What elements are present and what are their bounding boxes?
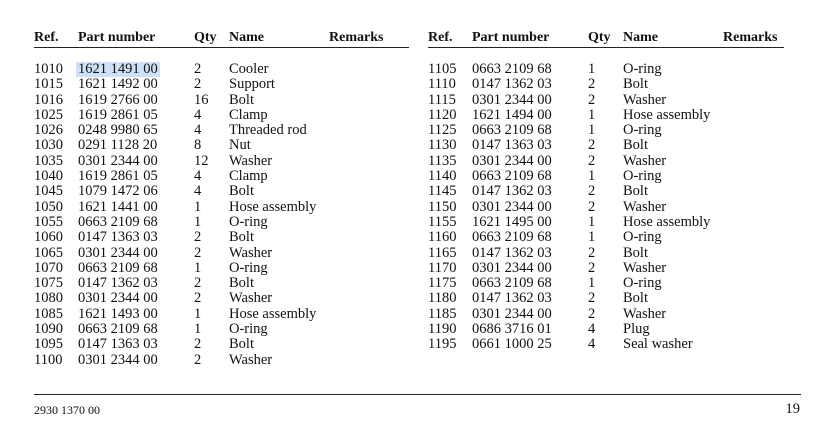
part-number-cell[interactable]: 0301 2344 00	[472, 198, 552, 215]
ref-cell: 1035	[34, 152, 63, 169]
name-cell: Washer	[229, 290, 273, 307]
table-row	[34, 291, 409, 306]
name-cell: O-ring	[229, 213, 268, 230]
table-row	[428, 337, 784, 352]
qty-cell: 1	[588, 106, 596, 123]
ref-cell: 1185	[428, 305, 457, 322]
ref-cell: 1125	[428, 122, 457, 139]
table-row	[34, 62, 409, 77]
ref-cell: 1090	[34, 321, 63, 338]
part-number-cell[interactable]: 0147 1362 03	[78, 275, 158, 292]
part-number-cell[interactable]: 1621 1494 00	[472, 106, 552, 123]
table-row	[34, 123, 409, 138]
ref-cell: 1095	[34, 336, 63, 353]
header-remarks: Remarks	[329, 30, 384, 45]
qty-cell: 1	[588, 168, 596, 185]
table-row	[34, 184, 409, 199]
part-number-cell[interactable]: 0147 1363 03	[472, 137, 552, 154]
part-number-cell[interactable]: 0291 1128 20	[78, 137, 158, 154]
qty-cell: 1	[588, 229, 596, 246]
part-number-cell[interactable]: 0663 2109 68	[78, 213, 158, 230]
name-cell: Clamp	[229, 106, 268, 123]
header-part-number: Part number	[78, 30, 156, 45]
part-number-cell[interactable]: 0301 2344 00	[472, 259, 552, 276]
qty-cell: 4	[194, 106, 202, 123]
table-row	[34, 215, 409, 230]
part-number-cell[interactable]: 0147 1362 03	[472, 183, 552, 200]
table-row	[34, 138, 409, 153]
header-ref: Ref.	[428, 30, 453, 45]
name-cell: O-ring	[623, 122, 662, 139]
qty-cell: 2	[194, 61, 202, 77]
part-number-cell[interactable]: 0301 2344 00	[472, 152, 552, 169]
name-cell: O-ring	[623, 168, 662, 185]
qty-cell: 2	[588, 244, 596, 261]
part-number-cell[interactable]: 0301 2344 00	[78, 351, 158, 368]
table-row	[34, 230, 409, 245]
part-number-cell[interactable]: 1619 2861 05	[78, 106, 158, 123]
part-number-cell[interactable]: 0301 2344 00	[78, 244, 158, 261]
ref-cell: 1045	[34, 183, 63, 200]
name-cell: Bolt	[229, 229, 254, 246]
ref-cell: 1120	[428, 106, 457, 123]
part-number-cell[interactable]: 0147 1363 03	[78, 229, 158, 246]
ref-cell: 1140	[428, 168, 457, 185]
table-header-left	[34, 30, 409, 46]
qty-cell: 2	[194, 229, 202, 246]
ref-cell: 1190	[428, 321, 457, 338]
name-cell: Bolt	[623, 76, 648, 93]
name-cell: Washer	[229, 351, 273, 368]
table-row	[428, 123, 784, 138]
part-number-cell[interactable]: 1621 1495 00	[472, 213, 552, 230]
part-number-cell[interactable]: 1619 2861 05	[78, 168, 158, 185]
qty-cell: 4	[588, 321, 596, 338]
qty-cell: 16	[194, 91, 209, 108]
name-cell: Plug	[623, 321, 650, 338]
header-name: Name	[229, 30, 264, 45]
part-number-cell[interactable]: 0663 2109 68	[472, 122, 552, 139]
name-cell: Hose assembly	[229, 305, 317, 322]
ref-cell: 1175	[428, 275, 457, 292]
ref-cell: 1155	[428, 213, 457, 230]
name-cell: Hose assembly	[229, 198, 317, 215]
name-cell: Bolt	[229, 336, 254, 353]
table-row	[428, 291, 784, 306]
qty-cell: 8	[194, 137, 202, 154]
table-row	[34, 246, 409, 261]
ref-cell: 1135	[428, 152, 457, 169]
ref-cell: 1165	[428, 244, 457, 261]
ref-cell: 1060	[34, 229, 63, 246]
ref-cell: 1026	[34, 122, 63, 139]
qty-cell: 1	[588, 61, 596, 77]
name-cell: Clamp	[229, 168, 268, 185]
ref-cell: 1025	[34, 106, 63, 123]
ref-cell: 1145	[428, 183, 457, 200]
footer-rule	[34, 394, 801, 395]
part-number-cell[interactable]: 1079 1472 06	[78, 183, 158, 200]
name-cell: Washer	[623, 152, 667, 169]
ref-cell: 1115	[428, 91, 456, 108]
qty-cell: 1	[194, 321, 202, 338]
name-cell: Washer	[623, 91, 667, 108]
qty-cell: 2	[194, 351, 202, 368]
ref-cell: 1105	[428, 61, 457, 77]
name-cell: Nut	[229, 137, 251, 154]
name-cell: O-ring	[623, 275, 662, 292]
name-cell: Bolt	[623, 290, 648, 307]
ref-cell: 1015	[34, 76, 63, 93]
name-cell: Support	[229, 76, 275, 93]
table-row	[428, 276, 784, 291]
header-part-number: Part number	[472, 30, 550, 45]
table-row	[34, 77, 409, 92]
header-rule	[428, 47, 784, 48]
table-row	[34, 261, 409, 276]
part-number-cell[interactable]: 0301 2344 00	[78, 152, 158, 169]
ref-cell: 1150	[428, 198, 457, 215]
table-row	[428, 169, 784, 184]
name-cell: O-ring	[623, 61, 662, 77]
name-cell: O-ring	[229, 321, 268, 338]
qty-cell: 2	[194, 336, 202, 353]
ref-cell: 1160	[428, 229, 457, 246]
parts-table-right	[428, 30, 784, 353]
header-name: Name	[623, 30, 658, 45]
part-number-cell[interactable]: 1619 2766 00	[78, 91, 158, 108]
name-cell: Hose assembly	[623, 213, 711, 230]
header-qty: Qty	[194, 30, 217, 45]
name-cell: Washer	[623, 198, 667, 215]
table-row	[34, 169, 409, 184]
ref-cell: 1030	[34, 137, 63, 154]
qty-cell: 2	[588, 91, 596, 108]
parts-table-left	[34, 30, 409, 368]
part-number-cell[interactable]: 1621 1491 00	[78, 61, 158, 77]
name-cell: Hose assembly	[623, 106, 711, 123]
qty-cell: 1	[194, 213, 202, 230]
table-row	[34, 322, 409, 337]
name-cell: Bolt	[229, 91, 254, 108]
part-number-cell[interactable]: 0686 3716 01	[472, 321, 552, 338]
ref-cell: 1130	[428, 137, 457, 154]
ref-cell: 1055	[34, 213, 63, 230]
qty-cell: 2	[194, 290, 202, 307]
name-cell: Cooler	[229, 61, 269, 77]
table-row	[428, 230, 784, 245]
rows-left	[34, 62, 409, 368]
table-row	[34, 93, 409, 108]
qty-cell: 1	[194, 259, 202, 276]
ref-cell: 1040	[34, 168, 63, 185]
table-row	[428, 77, 784, 92]
ref-cell: 1110	[428, 76, 456, 93]
qty-cell: 4	[194, 168, 202, 185]
name-cell: Washer	[229, 244, 273, 261]
table-row	[34, 353, 409, 368]
qty-cell: 2	[588, 198, 596, 215]
qty-cell: 2	[588, 259, 596, 276]
part-number-cell[interactable]: 0301 2344 00	[472, 91, 552, 108]
table-row	[428, 138, 784, 153]
table-row	[428, 200, 784, 215]
part-number-cell[interactable]: 0663 2109 68	[78, 259, 158, 276]
part-number-cell[interactable]: 1621 1493 00	[78, 305, 158, 322]
header-rule	[34, 47, 409, 48]
table-row	[428, 246, 784, 261]
part-number-cell[interactable]: 0147 1362 03	[472, 290, 552, 307]
part-number-cell[interactable]: 0663 2109 68	[472, 275, 552, 292]
qty-cell: 2	[588, 290, 596, 307]
part-number-cell[interactable]: 0147 1362 03	[472, 244, 552, 261]
part-number-cell[interactable]: 0661 1000 25	[472, 336, 552, 353]
ref-cell: 1170	[428, 259, 457, 276]
ref-cell: 1195	[428, 336, 457, 353]
ref-cell: 1085	[34, 305, 63, 322]
name-cell: Bolt	[623, 183, 648, 200]
ref-cell: 1065	[34, 244, 63, 261]
name-cell: O-ring	[623, 229, 662, 246]
qty-cell: 1	[194, 198, 202, 215]
table-row	[428, 215, 784, 230]
page-number: 19	[785, 401, 800, 417]
part-number-cell[interactable]: 0663 2109 68	[78, 321, 158, 338]
table-header-right	[428, 30, 784, 46]
qty-cell: 2	[194, 76, 202, 93]
table-row	[428, 261, 784, 276]
qty-cell: 2	[588, 137, 596, 154]
name-cell: Bolt	[229, 183, 254, 200]
ref-cell: 1100	[34, 351, 63, 368]
header-remarks: Remarks	[723, 30, 778, 45]
table-row	[428, 62, 784, 77]
table-row	[428, 322, 784, 337]
rows-right	[428, 62, 784, 353]
part-number-cell[interactable]: 0663 2109 68	[472, 229, 552, 246]
table-row	[428, 184, 784, 199]
qty-cell: 1	[588, 122, 596, 139]
qty-cell: 12	[194, 152, 209, 169]
document-number: 2930 1370 00	[34, 403, 100, 417]
ref-cell: 1075	[34, 275, 63, 292]
name-cell: Washer	[623, 259, 667, 276]
table-row	[34, 108, 409, 123]
part-number-cell[interactable]: 0301 2344 00	[472, 305, 552, 322]
table-row	[34, 307, 409, 322]
qty-cell: 2	[588, 76, 596, 93]
part-number-cell[interactable]: 0147 1363 03	[78, 336, 158, 353]
table-row	[428, 307, 784, 322]
table-row	[34, 276, 409, 291]
part-number-cell[interactable]: 0147 1362 03	[472, 76, 552, 93]
qty-cell: 4	[194, 122, 202, 139]
qty-cell: 1	[588, 213, 596, 230]
qty-cell: 2	[588, 152, 596, 169]
ref-cell: 1080	[34, 290, 63, 307]
table-row	[34, 337, 409, 352]
ref-cell: 1070	[34, 259, 63, 276]
name-cell: Bolt	[623, 244, 648, 261]
table-row	[34, 154, 409, 169]
part-number-cell[interactable]: 0248 9980 65	[78, 122, 158, 139]
part-number-cell[interactable]: 0301 2344 00	[78, 290, 158, 307]
qty-cell: 1	[588, 275, 596, 292]
part-number-cell[interactable]: 1621 1492 00	[78, 76, 158, 93]
table-row	[428, 154, 784, 169]
name-cell: Seal washer	[623, 336, 693, 353]
header-qty: Qty	[588, 30, 611, 45]
qty-cell: 2	[194, 275, 202, 292]
part-number-cell[interactable]: 1621 1441 00	[78, 198, 158, 215]
ref-cell: 1180	[428, 290, 457, 307]
qty-cell: 2	[194, 244, 202, 261]
part-number-cell[interactable]: 0663 2109 68	[472, 61, 552, 77]
name-cell: Threaded rod	[229, 122, 307, 139]
qty-cell: 4	[194, 183, 202, 200]
name-cell: Washer	[623, 305, 667, 322]
table-row	[428, 93, 784, 108]
ref-cell: 1016	[34, 91, 63, 108]
table-row	[428, 108, 784, 123]
qty-cell: 2	[588, 183, 596, 200]
name-cell: Bolt	[623, 137, 648, 154]
qty-cell: 4	[588, 336, 596, 353]
header-ref: Ref.	[34, 30, 59, 45]
ref-cell: 1010	[34, 61, 63, 77]
part-number-cell[interactable]: 0663 2109 68	[472, 168, 552, 185]
name-cell: Washer	[229, 152, 273, 169]
table-row	[34, 200, 409, 215]
name-cell: O-ring	[229, 259, 268, 276]
name-cell: Bolt	[229, 275, 254, 292]
qty-cell: 2	[588, 305, 596, 322]
ref-cell: 1050	[34, 198, 63, 215]
qty-cell: 1	[194, 305, 202, 322]
